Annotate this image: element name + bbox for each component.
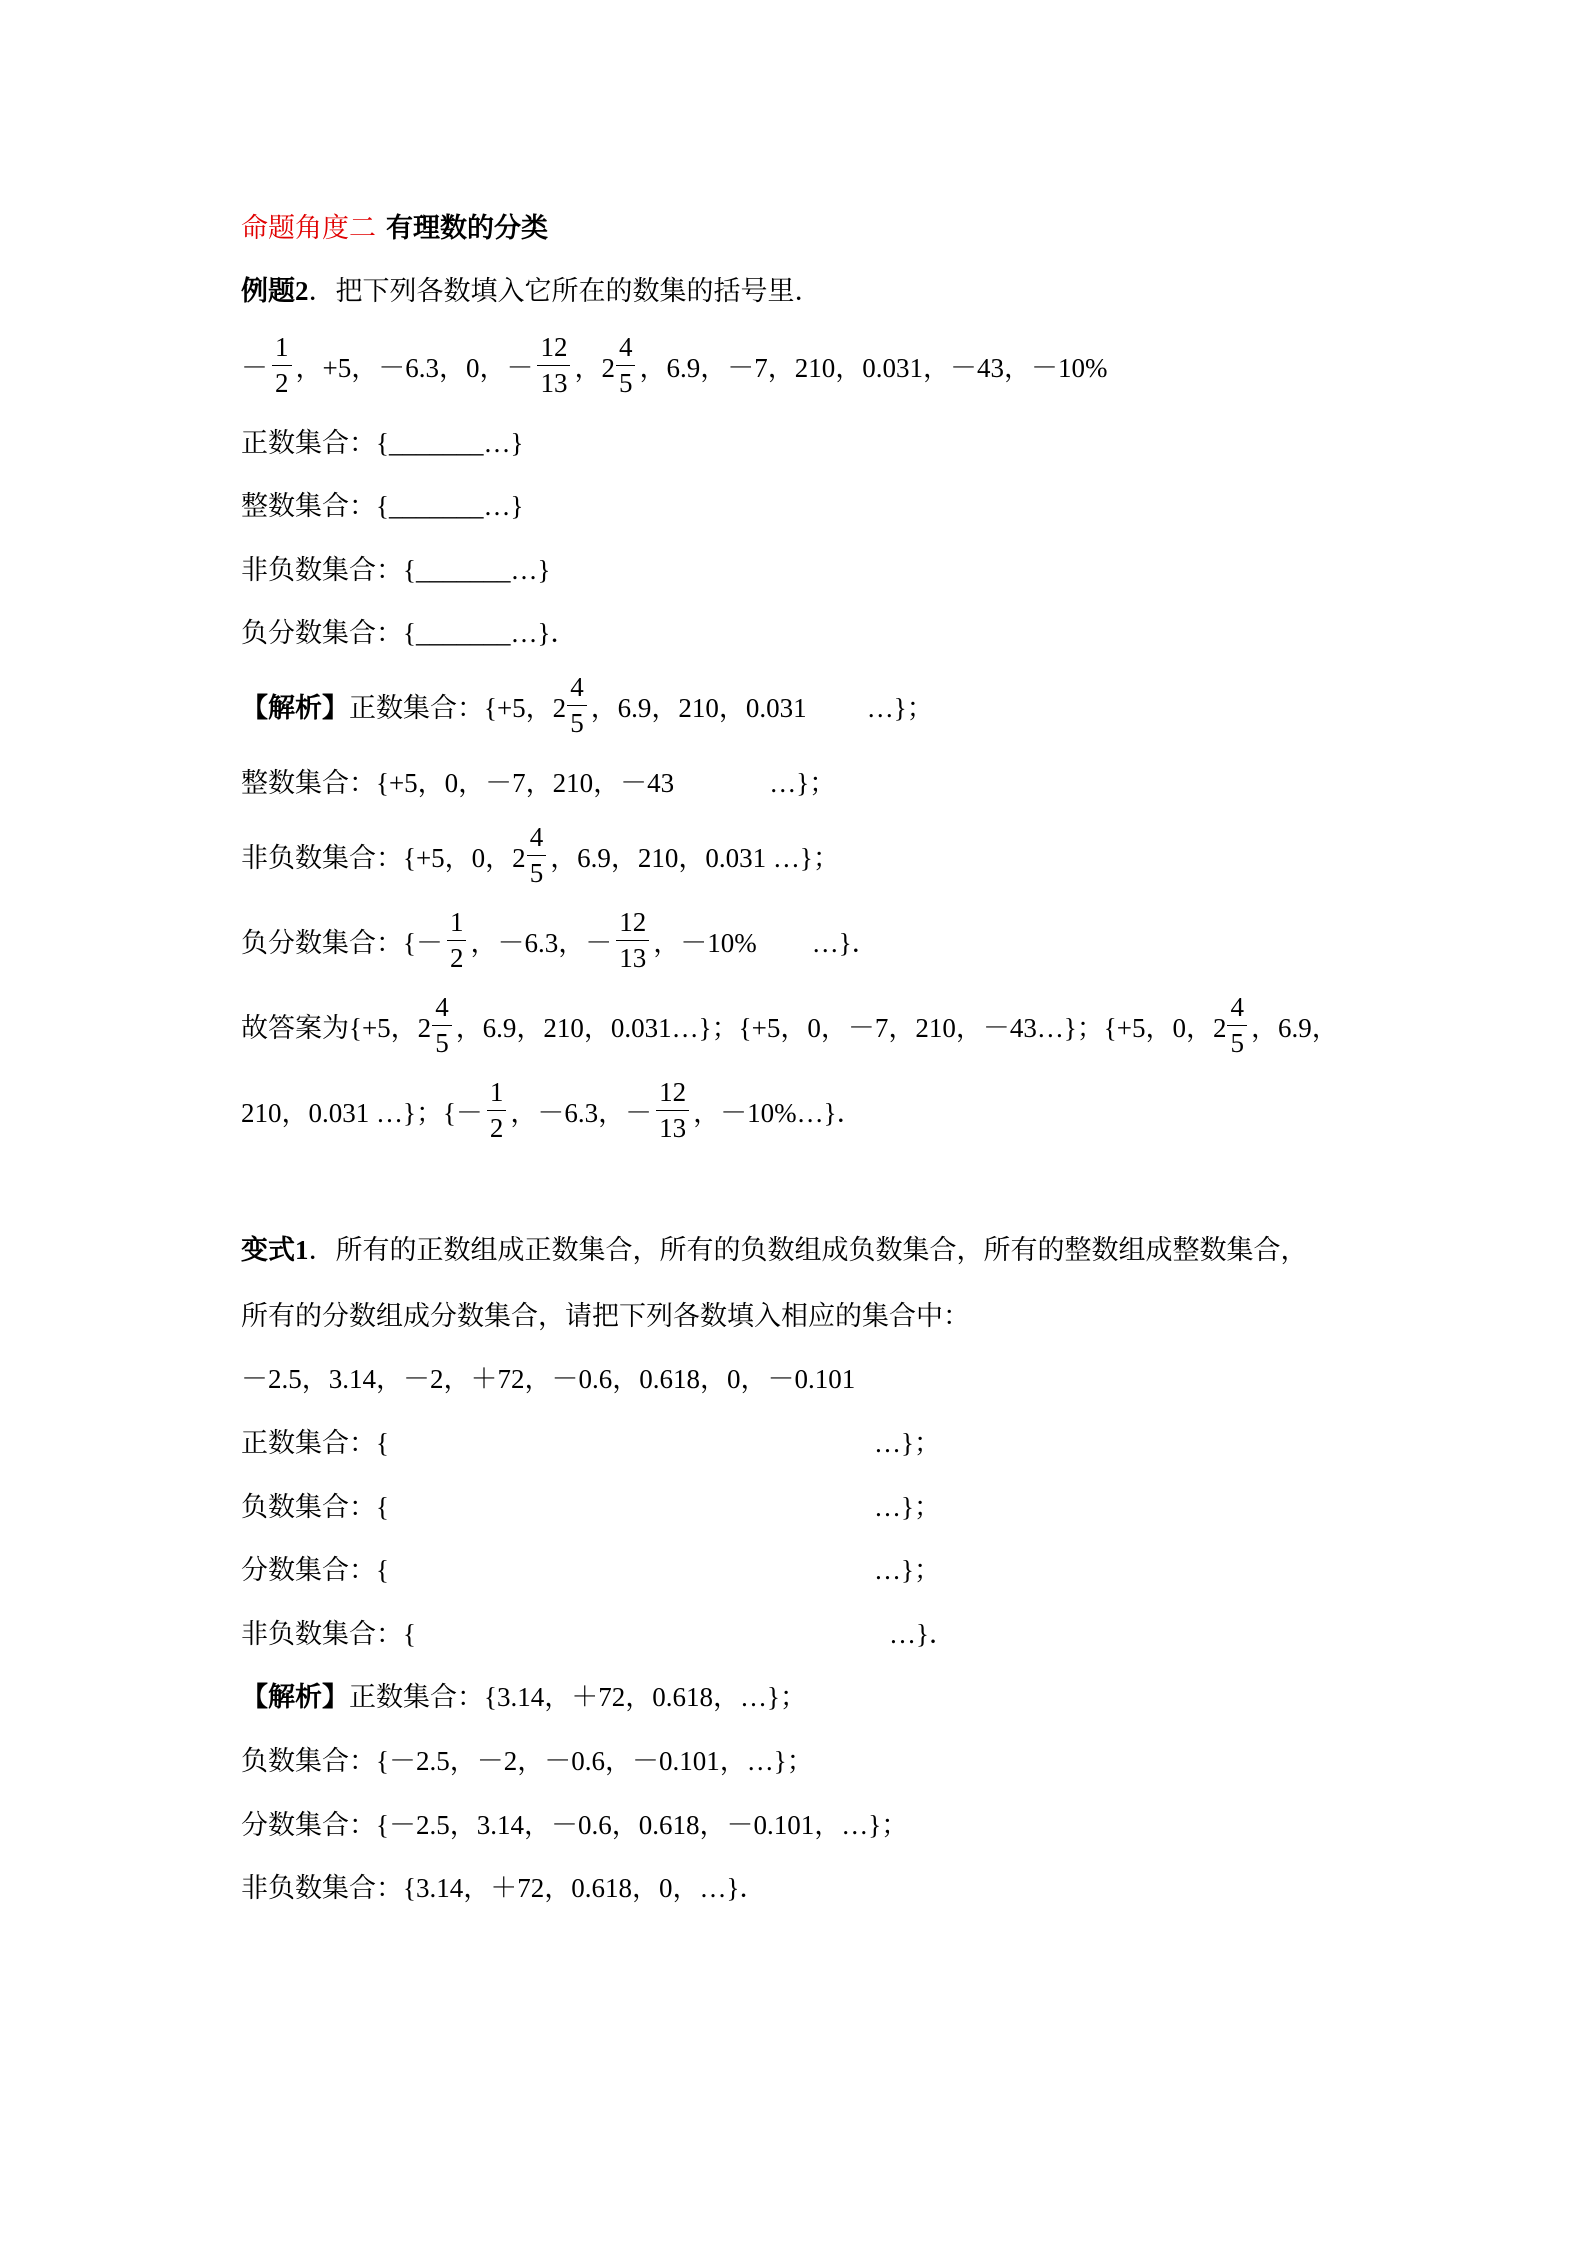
fraction-numerator: 4 [567, 674, 587, 706]
answer-segment: ，－6.3，－ [510, 1097, 653, 1128]
fraction [487, 1076, 507, 1143]
fraction [616, 331, 636, 398]
section-heading [241, 195, 548, 255]
variant1-question-positive [241, 1410, 941, 1470]
fraction [656, 1076, 689, 1143]
final-answer-line2 [241, 1076, 864, 1143]
fraction-numerator: 4 [432, 994, 452, 1026]
variant1-solution-positive [241, 1664, 807, 1724]
example2-label: 例题2 [241, 275, 309, 306]
question-segment: …}； [873, 1554, 941, 1585]
question-segment: 负数集合：{ [241, 1491, 389, 1522]
answer-segment: ，6.9，210，0.031 …}； [550, 842, 840, 873]
fraction-denominator: 2 [275, 367, 289, 398]
fraction-numerator: 12 [616, 909, 649, 941]
fraction-denominator: 5 [1230, 1027, 1244, 1058]
fraction [537, 331, 570, 398]
fraction [272, 331, 292, 398]
fraction-numerator: 4 [527, 824, 547, 856]
variant1-solution-negative: 负数集合：{－2.5，－2，－0.6，－0.101，…}； [241, 1745, 814, 1776]
fraction [527, 821, 547, 888]
fraction-denominator: 13 [659, 1112, 687, 1143]
fraction [432, 991, 452, 1058]
number-list-segment: ，2 [574, 352, 615, 383]
fraction-numerator: 12 [537, 334, 570, 366]
fraction-numerator: 12 [656, 1079, 689, 1111]
fraction-numerator: 4 [1227, 994, 1247, 1026]
solution-integer-set [241, 750, 836, 810]
number-list-segment: ，6.9，－7，210，0.031，－43，－10% [639, 352, 1108, 383]
solution-nonnegative-set [241, 821, 840, 888]
fraction-numerator: 1 [487, 1079, 507, 1111]
fraction-denominator: 5 [618, 367, 633, 398]
answer-segment: 正数集合：{+5，2 [349, 692, 567, 723]
fraction-denominator: 13 [540, 367, 568, 398]
solution-negative-fraction-set [241, 906, 879, 973]
solution-positive-set [241, 671, 934, 738]
question-segment: 正数集合：{ [241, 1427, 389, 1458]
question-integer-set: 整数集合：{_______…} [241, 490, 524, 521]
answer-segment: ，6.9，210，0.031 [590, 692, 807, 723]
fraction-numerator: 1 [272, 334, 292, 366]
variant1-prompt-line1 [241, 1217, 1308, 1277]
variant1-number-list: －2.5，3.14，－2，＋72，－0.6，0.618，0，－0.101 [241, 1363, 856, 1394]
fraction-denominator: 5 [570, 707, 584, 738]
solution-label: 【解析】 [241, 692, 349, 723]
answer-segment: …}； [866, 692, 934, 723]
fraction-denominator: 5 [435, 1027, 449, 1058]
example2-prompt [241, 258, 822, 318]
variant1-prompt-line2: 所有的分数组成分数集合，请把下列各数填入相应的集合中： [241, 1300, 970, 1331]
variant1-solution-fraction: 分数集合：{－2.5，3.14，－0.6，0.618，－0.101，…}； [241, 1809, 909, 1840]
fraction [616, 906, 649, 973]
example2-instruction: ．把下列各数填入它所在的数集的括号里． [308, 275, 822, 306]
question-segment: …}； [873, 1427, 941, 1458]
fraction-denominator: 13 [619, 942, 647, 973]
variant1-question-negative [241, 1474, 941, 1534]
final-answer-line1 [241, 991, 1339, 1058]
answer-segment: 负分数集合：{－ [241, 927, 443, 958]
variant1-label: 变式1 [241, 1234, 309, 1265]
question-segment: …}； [873, 1491, 941, 1522]
question-negative-fraction-set: 负分数集合：{_______…}． [241, 617, 578, 648]
variant1-solution-nonnegative: 非负数集合：{3.14，＋72，0.618，0，…}． [241, 1872, 767, 1903]
question-segment: …}． [888, 1618, 956, 1649]
minus-sign: － [241, 352, 268, 383]
variant1-question-fraction [241, 1537, 941, 1597]
answer-segment: ，6.9，210，0.031…}；{+5，0，－7，210，－43…}；{+5，0，2 [455, 1012, 1227, 1043]
number-list-segment: ，+5，－6.3，0，－ [295, 352, 534, 383]
question-segment: 非负数集合：{ [241, 1618, 416, 1649]
fraction-denominator: 2 [489, 1112, 504, 1143]
fraction [1227, 991, 1247, 1058]
fraction-denominator: 2 [449, 942, 464, 973]
section-angle-label: 命题角度二 [241, 212, 376, 243]
answer-segment: 210，0.031 …}；{－ [241, 1097, 483, 1128]
answer-segment: 整数集合：{+5，0，－7，210，－43 [241, 767, 675, 798]
fraction [447, 906, 467, 973]
variant1-question-nonnegative [241, 1601, 956, 1661]
fraction-numerator: 1 [447, 909, 467, 941]
answer-segment: 故答案为{+5，2 [241, 1012, 432, 1043]
example2-number-list [241, 331, 1108, 398]
answer-segment: ，6.9， [1250, 1012, 1339, 1043]
answer-segment: 非负数集合：{+5，0，2 [241, 842, 526, 873]
solution-label: 【解析】 [241, 1681, 349, 1712]
answer-segment: ，－10% [653, 927, 757, 958]
answer-segment: 正数集合：{3.14，＋72，0.618，…}； [349, 1681, 807, 1712]
fraction-numerator: 4 [616, 334, 636, 366]
question-nonnegative-set: 非负数集合：{_______…} [241, 554, 551, 585]
answer-segment: ，－6.3，－ [470, 927, 613, 958]
question-positive-set: 正数集合：{_______…} [241, 427, 524, 458]
answer-segment: …}． [811, 927, 879, 958]
answer-segment: ，－10%…}． [693, 1097, 864, 1128]
fraction [567, 671, 587, 738]
variant1-instruction: ．所有的正数组成正数集合，所有的负数组成负数集合，所有的整数组成整数集合， [308, 1234, 1308, 1265]
question-segment: 分数集合：{ [241, 1554, 389, 1585]
fraction-denominator: 5 [529, 857, 544, 888]
answer-segment: …}； [769, 767, 837, 798]
section-title: 有理数的分类 [386, 212, 548, 243]
